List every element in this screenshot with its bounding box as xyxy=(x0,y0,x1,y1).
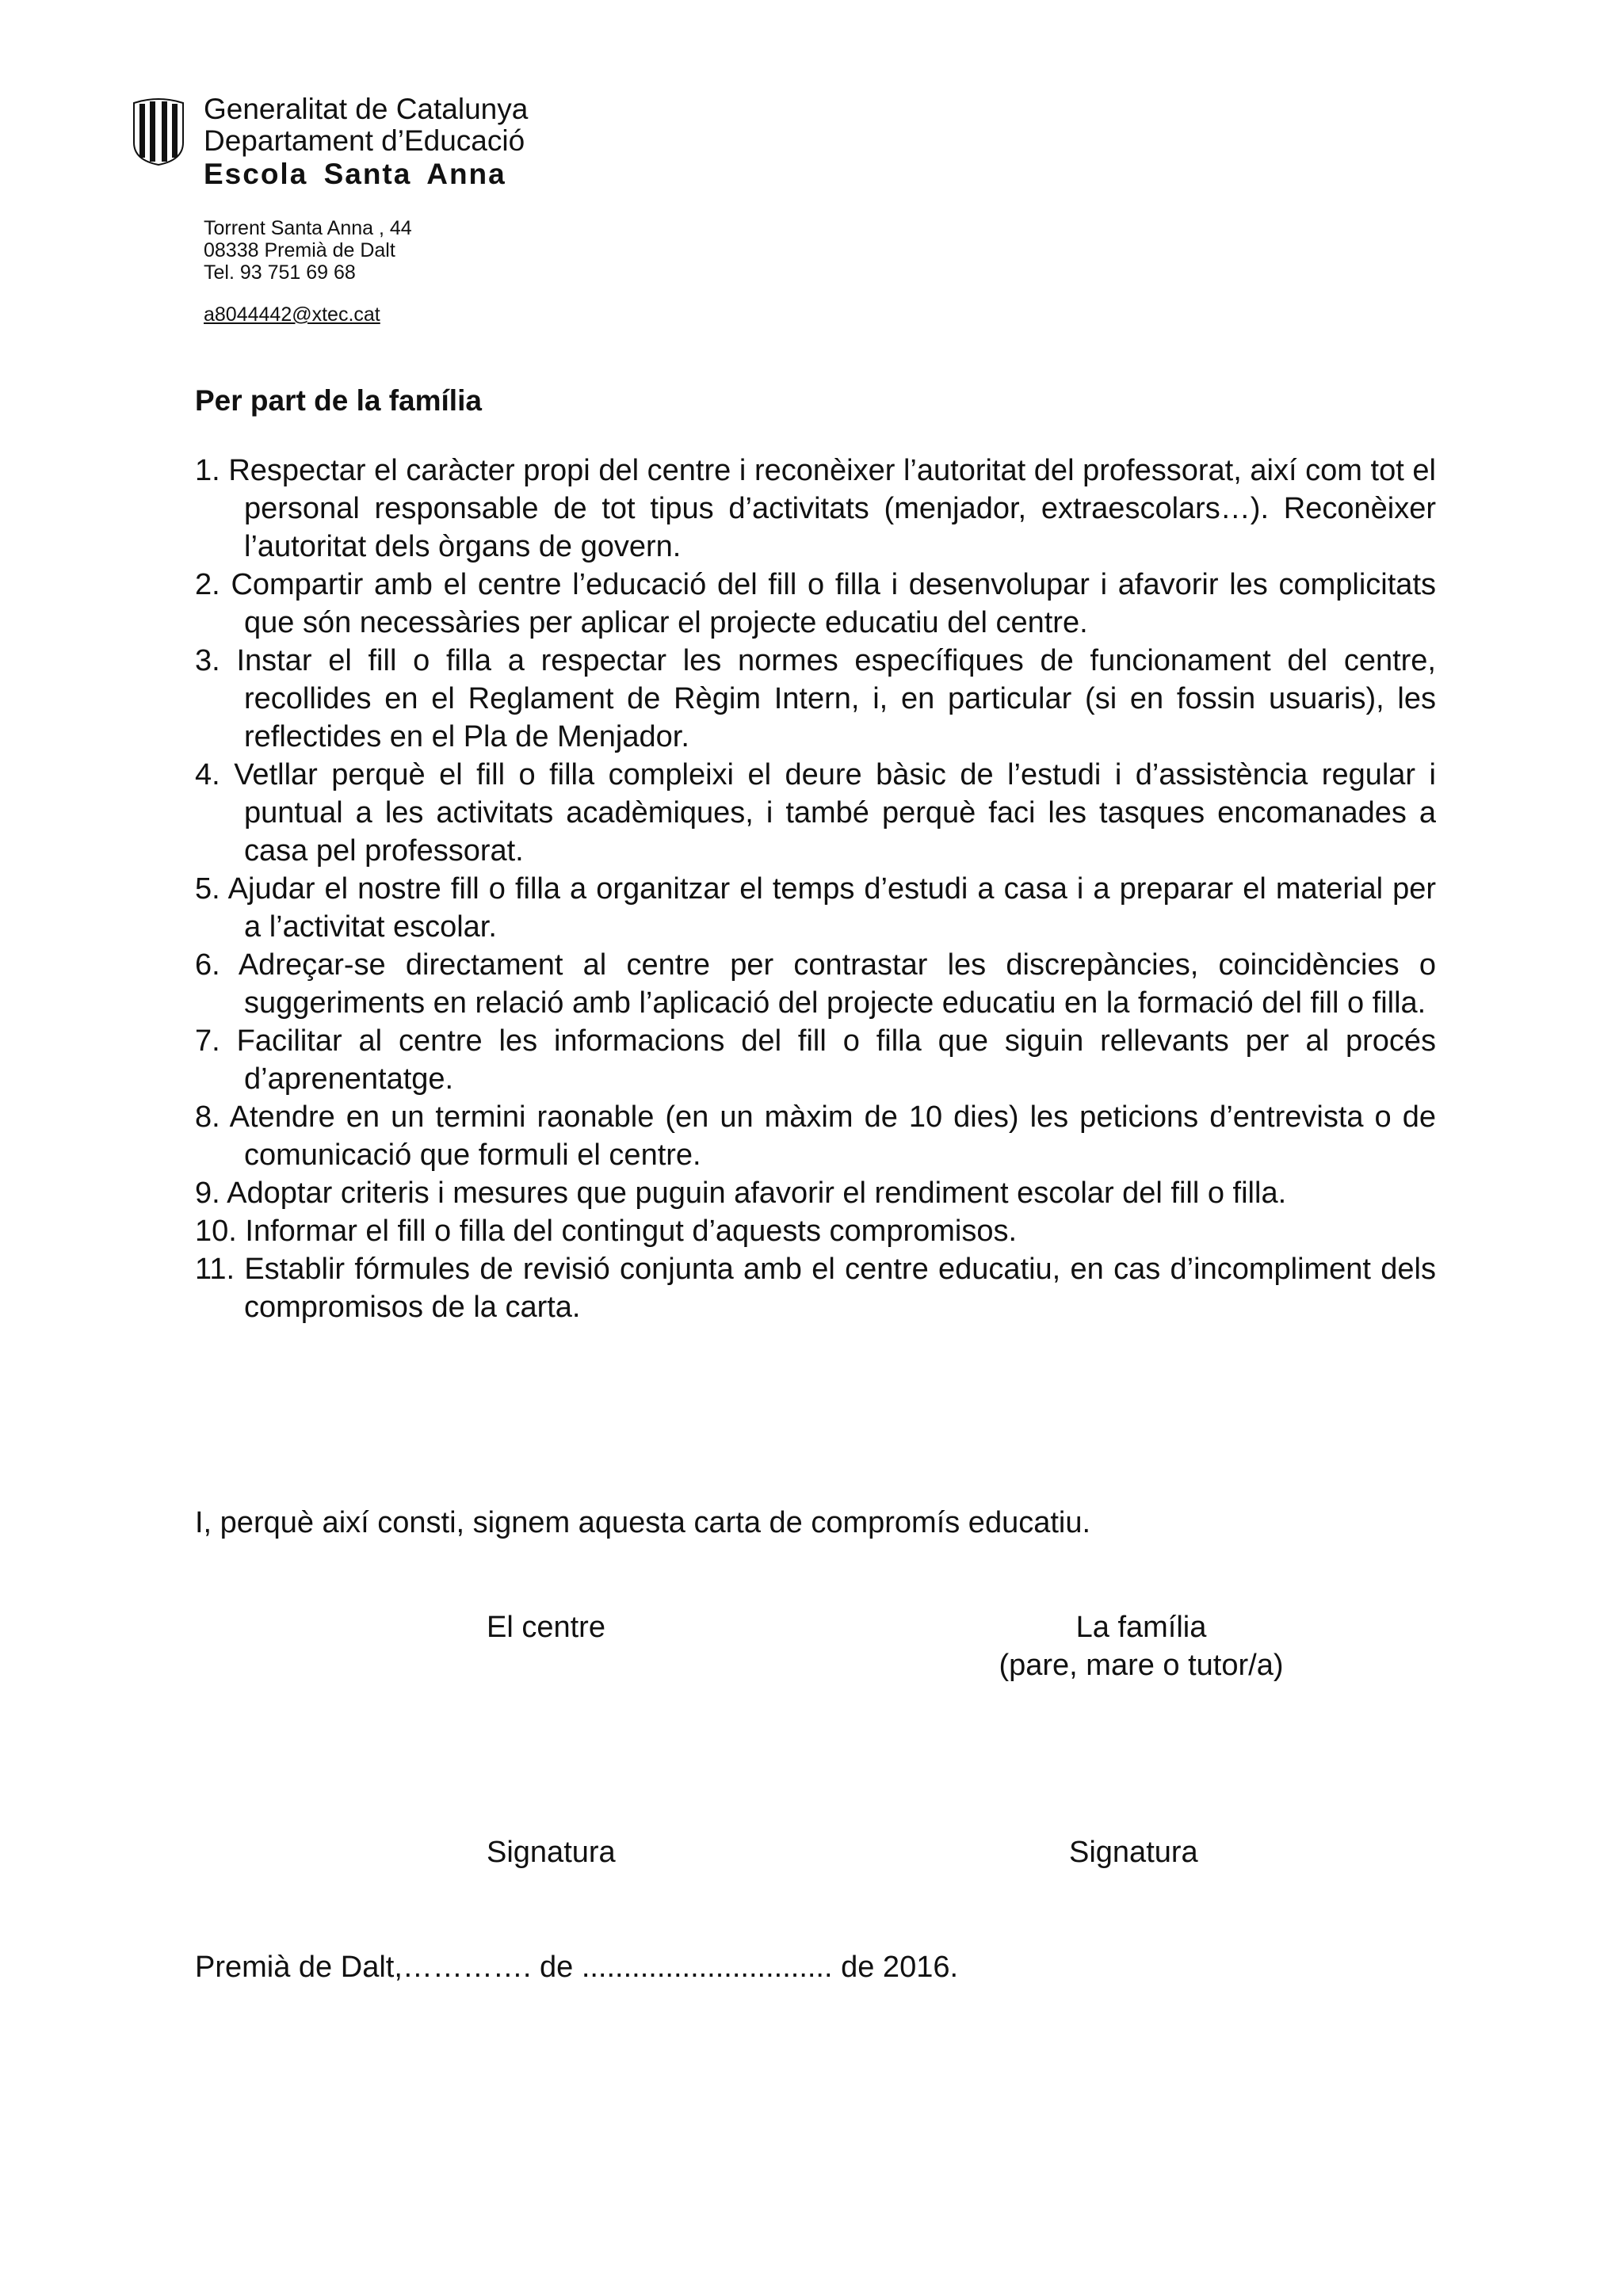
commitment-number: 2. xyxy=(195,568,220,601)
family-signature-label: Signatura xyxy=(1069,1836,1198,1869)
commitment-number: 7. xyxy=(195,1024,220,1058)
department-name: Departament d’Educació xyxy=(204,124,525,157)
commitment-number: 8. xyxy=(195,1100,220,1134)
org-name: Generalitat de Catalunya xyxy=(204,93,529,125)
school-name: Escola Santa Anna xyxy=(204,158,506,190)
commitment-item xyxy=(195,1098,1436,1174)
closing-statement: I, perquè així consti, signem aquesta carta de compromís educatiu. xyxy=(195,1506,1091,1539)
commitment-item xyxy=(195,1250,1436,1326)
commitment-number: 11. xyxy=(195,1253,235,1286)
commitment-number: 5. xyxy=(195,872,220,906)
date-line: Premià de Dalt,…………. de .............................. de 2016. xyxy=(195,1951,959,1984)
commitment-text: Adoptar criteris i mesures que puguin afavorir el rendiment escolar del fill o filla. xyxy=(227,1177,1287,1210)
commitment-text: Atendre en un termini raonable (en un màxim de 10 dies) les peticions d’entrevista o de comunicació que formuli el centre. xyxy=(229,1100,1436,1172)
commitment-text: Instar el fill o filla a respectar les normes específiques de funcionament del centre, recollides en el Reglament de Règim Intern, i, en particular (si en fossin usuaris), les reflectides en el Pla de Menjador. xyxy=(236,644,1436,753)
commitment-number: 9. xyxy=(195,1177,220,1210)
commitment-text: Adreçar-se directament al centre per contrastar les discrepàncies, coincidències o suggeriments en relació amb l’aplicació del projecte educatiu en la formació del fill o filla. xyxy=(238,948,1436,1020)
organization-header xyxy=(204,93,528,192)
school-email-link[interactable]: a8044442@xtec.cat xyxy=(204,303,380,326)
commitment-text: Ajudar el nostre fill o filla a organitzar el temps d’estudi a casa i a preparar el material per a l’activitat escolar. xyxy=(227,872,1436,944)
family-sublabel: (pare, mare o tutor/a) xyxy=(999,1649,1284,1682)
school-address xyxy=(204,217,412,284)
centre-label: El centre xyxy=(487,1611,605,1644)
commitment-number: 1. xyxy=(195,454,220,487)
commitments-list xyxy=(195,452,1436,1326)
commitment-text: Facilitar al centre les informacions del fill o filla que siguin rellevants per al procés d’aprenentatge. xyxy=(236,1024,1436,1096)
commitment-text: Compartir amb el centre l’educació del fill o filla i desenvolupar i afavorir les complicitats que són necessàries per aplicar el projecte educatiu del centre. xyxy=(231,568,1437,639)
commitment-item xyxy=(195,870,1436,946)
commitment-item xyxy=(195,642,1436,756)
commitment-item xyxy=(195,452,1436,566)
commitment-number: 6. xyxy=(195,948,220,982)
centre-signature-label: Signatura xyxy=(487,1836,616,1869)
family-label: La família xyxy=(1075,1611,1207,1644)
generalitat-logo-icon xyxy=(131,95,186,166)
commitment-number: 4. xyxy=(195,758,220,791)
commitment-item xyxy=(195,1212,1436,1250)
address-city: 08338 Premià de Dalt xyxy=(204,239,395,261)
commitment-number: 3. xyxy=(195,644,220,677)
address-phone: Tel. 93 751 69 68 xyxy=(204,261,356,284)
commitment-text: Vetllar perquè el fill o filla compleixi el deure bàsic de l’estudi i d’assistència regular i puntual a les activitats acadèmiques, i també perquè faci les tasques encomanades a casa pel professorat. xyxy=(234,758,1436,868)
commitment-number: 10. xyxy=(195,1215,237,1248)
commitment-text: Respectar el caràcter propi del centre i reconèixer l’autoritat del professorat, així com tot el personal responsable de tot tipus d’activitats (menjador, extraescolars…). Reconèixer l’autoritat dels òrgans de govern. xyxy=(228,454,1436,563)
commitment-text: Establir fórmules de revisió conjunta amb el centre educatiu, en cas d’incompliment dels compromisos de la carta. xyxy=(244,1253,1436,1324)
section-title: Per part de la família xyxy=(195,384,482,417)
commitment-item xyxy=(195,1174,1436,1212)
commitment-text: Informar el fill o filla del contingut d’aquests compromisos. xyxy=(245,1215,1018,1248)
commitment-item xyxy=(195,756,1436,870)
address-street: Torrent Santa Anna , 44 xyxy=(204,217,412,239)
commitment-item xyxy=(195,566,1436,642)
commitment-item xyxy=(195,1022,1436,1098)
commitment-item xyxy=(195,946,1436,1022)
family-party xyxy=(888,1608,1395,1684)
